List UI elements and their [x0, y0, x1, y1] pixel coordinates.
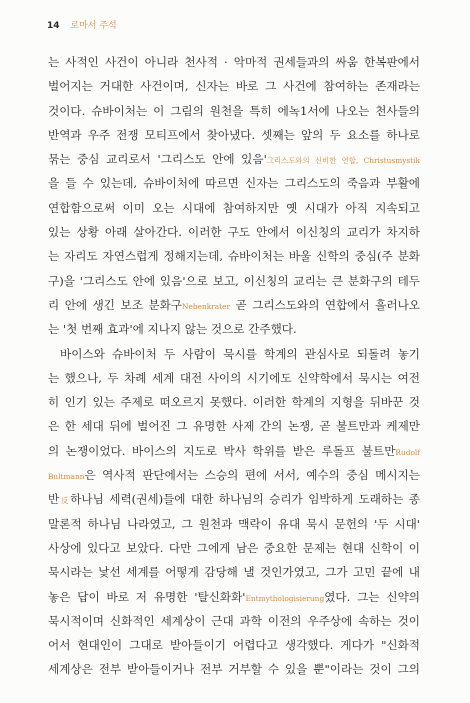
text-segment: 것이다. 슈바이처는 이 그림의 원천을 특히 에녹1서에 나오는 천사들의 [48, 103, 420, 118]
text-line [48, 123, 420, 147]
text-segment: 반역과 우주 전쟁 모티프에서 찾아냈다. 셋째는 앞의 두 요소를 하나로 [48, 127, 420, 142]
original-term-gloss: Nebenkrater [182, 301, 230, 311]
running-header [47, 20, 117, 32]
text-line [48, 171, 420, 195]
text-segment: 사상에 있다고 보았다. 다만 그에게 남은 중요한 문제는 현대 신학이 이 [48, 540, 420, 555]
text-segment: 어서 현대인이 그대로 받아들이기 어렵다고 생각했다. 게다가 "신화적 [48, 638, 420, 653]
text-segment: 놓은 답이 바로 저 유명한 '탈신화화' [48, 589, 246, 604]
text-segment: 곧 그리스도와의 연합에서 흘러나오 [230, 297, 420, 312]
text-line [48, 220, 420, 244]
text-line [48, 196, 420, 220]
text-line [48, 512, 420, 536]
text-line [48, 657, 420, 681]
text-segment: 묶는 중심 교리로서 '그리스도 안에 있음' [48, 152, 267, 167]
text-segment: 였다. 그는 신약의 [324, 589, 420, 604]
text-segment: 묵시적이며 신화적인 세계상이 근대 과학 이전의 우주상에 속하는 것이 [48, 613, 420, 628]
text-segment: 는 사적인 사건이 아니라 천사적 · 악마적 권세들과의 싸움 한복판에서 [48, 55, 420, 69]
text-line [48, 414, 420, 438]
text-segment: 의 논쟁이었다. 바이스의 지도로 박사 학위를 받은 루돌프 불트만 [48, 443, 396, 458]
original-term-gloss: Entmythologisierung [245, 593, 325, 603]
text-line [48, 147, 420, 171]
running-title: 로마서 주석 [70, 21, 117, 31]
text-line [48, 99, 420, 123]
text-segment: 는 '첫 번째 효과'에 지나지 않는 것으로 간주했다. [48, 322, 297, 337]
text-segment: 는 자리도 자연스럽게 정해지는데, 슈바이처는 바울 신학의 중심(주 분화 [48, 249, 420, 264]
text-segment: 은 한 세대 뒤에 벌어진 그 유명한 사제 간의 논쟁, 곧 불트만과 케제만 [48, 419, 420, 434]
text-line [48, 585, 420, 609]
body-text [48, 50, 420, 682]
text-line [48, 463, 420, 487]
text-line [48, 269, 420, 293]
text-segment: 반 [48, 492, 60, 507]
original-term-gloss: 反 [59, 496, 71, 506]
text-line [48, 609, 420, 633]
page-number: 14 [47, 21, 60, 31]
text-segment: 하나님 세력(권세)들에 대한 하나님의 승리가 임박하게 도래하는 종 [70, 492, 420, 507]
text-line [48, 342, 420, 366]
text-segment: 세계상은 전부 받아들이거나 전부 거부할 수 있을 뿐"이라는 것이 그의 [48, 662, 420, 677]
text-line [48, 74, 420, 98]
text-line [48, 560, 420, 584]
text-segment: 리 안에 생긴 보조 분화구 [48, 297, 182, 312]
text-segment: 묵시라는 낯선 세계를 어떻게 감당해 낼 것인가였고, 그가 고민 끝에 내 [48, 565, 420, 580]
original-term-gloss: 그리스도와의 신비한 연합, Christusmystik [266, 156, 420, 166]
text-segment: 말론적 하나님 나라였고, 그 원천과 맥락이 유대 묵시 문헌의 '두 시대' [48, 516, 420, 531]
text-segment: 은 역사적 판단에서는 스승의 편에 서서, 예수의 중심 메시지는 [84, 468, 420, 483]
text-line [48, 390, 420, 414]
original-term-gloss: Rudolf [395, 447, 420, 457]
text-segment: 벌어지는 거대한 사건이며, 신자는 바로 그 사건에 참여하는 존재라는 [48, 79, 420, 94]
text-segment: 을 들 수 있는데, 슈바이처에 따르면 신자는 그리스도의 죽음과 부활에 [48, 176, 420, 191]
text-line [48, 244, 420, 268]
text-segment: 는 했으나, 두 차례 세계 대전 사이의 시기에도 신약학에서 묵시는 여전 [48, 370, 420, 385]
text-line [48, 366, 420, 390]
text-line [48, 487, 420, 511]
text-line [48, 317, 420, 341]
text-segment: 바이스와 슈바이처 두 사람이 묵시를 학계의 관심사로 되돌려 놓기 [60, 346, 420, 361]
text-segment: 연합함으로써 이미 오는 시대에 참여하지만 옛 시대가 아직 지속되고 [48, 200, 420, 215]
text-line [48, 536, 420, 560]
text-line [48, 439, 420, 463]
text-segment: 구)을 '그리스도 안에 있음'으로 보고, 이신칭의 교리는 큰 분화구의 테두 [48, 273, 420, 288]
original-term-gloss: Bultmann [48, 472, 85, 482]
text-segment: 히 인기 있는 주제로 떠오르지 못했다. 이러한 학계의 지형을 뒤바꾼 것 [48, 395, 420, 410]
text-segment: 있는 상황 아래 살아간다. 이러한 구도 안에서 이신칭의 교리가 차지하 [48, 225, 420, 240]
text-line [48, 633, 420, 657]
text-line [48, 50, 420, 74]
text-line [48, 293, 420, 317]
